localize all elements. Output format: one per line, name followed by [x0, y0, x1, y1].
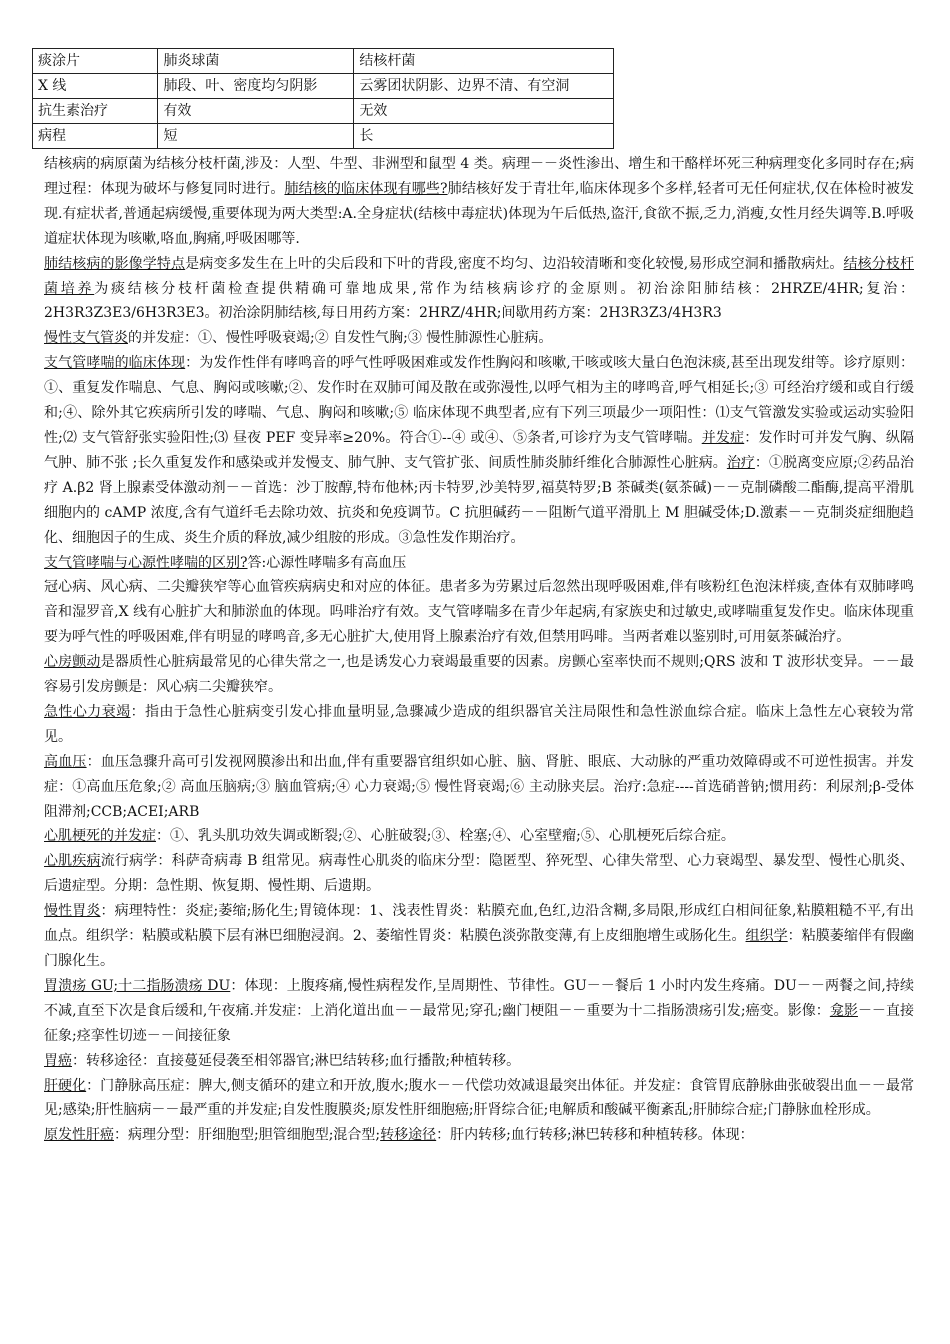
table-row: [33, 99, 614, 124]
underlined-term: 治疗: [726, 454, 755, 471]
paragraph: [44, 551, 914, 576]
table-cell: 云雾团状阴影、边界不清、有空洞: [354, 74, 614, 99]
document-body: [44, 152, 914, 1148]
text-run: ：发作时可并发气胸、纵隔气肿、肺不张 ;长久重复发作和感染或并发慢支、肺气肿、支气管扩张、间质性肺炎肺纤维化合肺源性心脏病。: [44, 429, 915, 471]
text-run: 的并发症：①、慢性呼吸衰竭;② 自发性气胸;③ 慢性肺源性心脏病。: [128, 330, 553, 347]
underlined-term: 心肌疾病: [44, 853, 101, 870]
underlined-term: 胃癌: [44, 1052, 72, 1069]
text-run: 为痰结核分枝杆菌检查提供精确可靠地成果,常作为结核病诊疗的金原则。初治涂阳肺结核：2HRZE/4HR;复治：2H3R3Z3E3/6H3R3E3。初治涂阴肺结核,每日用药方案：2HRZ/4HR;间歇用药方案：2H3R3Z3/4H3R3: [44, 280, 914, 322]
underlined-term: 肺结核病的影像学特点: [44, 255, 186, 272]
paragraph: [44, 1074, 914, 1124]
underlined-term: 原发性肝癌: [44, 1127, 114, 1144]
underlined-term: 龛影: [829, 1002, 858, 1019]
underlined-term: 结核分枝杆菌培养: [44, 255, 915, 297]
table-cell: X 线: [33, 74, 158, 99]
table-row: [33, 74, 614, 99]
paragraph: [44, 252, 914, 327]
paragraph: [44, 351, 914, 550]
underlined-term: 支气管哮喘的临床体现: [44, 355, 186, 372]
paragraph: [44, 899, 914, 974]
text-run: 冠心病、风心病、二尖瓣狭窄等心血管疾病病史和对应的体征。患者多为劳累过后忽然出现呼吸困难,伴有咳粉红色泡沫样痰,查体有双肺哮鸣音和湿罗音,X 线有心脏扩大和肺淤血的体现。吗啡治疗有效。支气管哮喘多在青少年起病,有家族史和过敏史,或哮喘重复发作史。临床体现重要为呼气性的呼吸困难,伴有明显的哮鸣音,多无心脏扩大,使用肾上腺素治疗有效,但禁用吗啡。当两者难以鉴别时,可用氨茶碱治疗。: [44, 579, 914, 646]
text-run: ：病理分型：肝细胞型;胆管细胞型;混合型;: [114, 1127, 381, 1144]
table-cell: 肺段、叶、密度均匀阴影: [158, 74, 354, 99]
underlined-term: 胃溃疡 GU;十二指肠溃疡 DU: [44, 977, 231, 994]
paragraph: [44, 974, 914, 1049]
table-cell: 有效: [158, 99, 354, 124]
text-run: －－直接征象;痉挛性切迹－－间接征象: [44, 1002, 915, 1044]
table-cell: 无效: [354, 99, 614, 124]
text-run: 肺结核好发于青壮年,临床体现多个多样,轻者可无任何症状,仅在体检时被发现.有症状者,普通起病缓慢,重要体现为两大类型:A.全身症状(结核中毒症状)体现为午后低热,盗汗,食欲不振,乏力,消瘦,女性月经失调等.B.呼吸道症状体现为咳嗽,咯血,胸痛,呼吸困哪等.: [44, 180, 914, 247]
text-run: ：门静脉高压症：脾大,侧支循环的建立和开放,腹水;腹水－－代偿功效减退最突出体征。并发症：食管胃底静脉曲张破裂出血－－最常见;感染;肝性脑病－－最严重的并发症;自发性腹膜炎;原发性肝细胞癌;肝肾综合征;电解质和酸碱平衡紊乱;肝肺综合症;门静脉血栓形成。: [44, 1077, 914, 1119]
table-cell: 病程: [33, 124, 158, 149]
text-run: ：血压急骤升高可引发视网膜渗出和出血,伴有重要器官组织如心脏、脑、肾脏、眼底、大动脉的严重功效障碍或不可逆性损害。并发症：①高血压危象;② 高血压脑病;③ 脑血管病;④ 心力衰竭;⑤ 慢性肾衰竭;⑥ 主动脉夹层。治疗:急症----首选硝普钠;惯用药：利尿剂;β-受体阻滞剂;CCB;ACEI;ARB: [44, 753, 915, 820]
text-run: ：转移途径：直接蔓延侵袭至相邻器官;淋巴结转移;血行播散;种植转移。: [72, 1052, 521, 1069]
paragraph: [44, 824, 914, 849]
text-run: 是病变多发生在上叶的尖后段和下叶的背段,密度不均匀、边沿较清晰和变化较慢,易形成空洞和播散病灶。: [185, 255, 844, 272]
document-page: [38, 48, 915, 1148]
underlined-term: 高血压: [44, 753, 87, 770]
underlined-term: 支气管哮喘与心源性哮喘的区别?: [44, 554, 248, 571]
text-run: 是器质性心脏病最常见的心律失常之一,也是诱发心力衰竭最重要的因素。房颤心室率快而不规则;QRS 波和 T 波形状变异。－－最容易引发房颤是：风心病二尖瓣狭窄。: [44, 654, 914, 696]
paragraph: [44, 650, 914, 700]
paragraph: [44, 152, 914, 252]
text-run: ：①、乳头肌功效失调或断裂;②、心脏破裂;③、栓塞;④、心室壁瘤;⑤、心肌梗死后综合症。: [156, 828, 735, 845]
table-cell: 长: [354, 124, 614, 149]
text-run: ：病理特性：炎症;萎缩;肠化生;胃镜体现：1、浅表性胃炎：粘膜充血,色红,边沿含糊,多局限,形成红白相间征象,粘膜粗糙不平,有出血点。组织学：粘膜或粘膜下层有淋巴细胞浸润。2、萎缩性胃炎：粘膜色淡弥散变薄,有上皮细胞增生或肠化生。: [44, 903, 914, 945]
paragraph: [44, 750, 914, 825]
underlined-term: 急性心力衰竭: [44, 703, 131, 720]
underlined-term: 肺结核的临床体现有哪些?: [284, 180, 448, 197]
table-cell: 抗生素治疗: [33, 99, 158, 124]
text-run: ：指由于急性心脏病变引发心排血量明显,急骤减少造成的组织器官关注局限性和急性淤血综合症。临床上急性左心衰较为常见。: [44, 703, 915, 745]
text-run: 流行病学：科萨奇病毒 B 组常见。病毒性心肌炎的临床分型：隐匿型、猝死型、心律失常型、心力衰竭型、暴发型、慢性心肌炎、后遗症型。分期：急性期、恢复期、慢性期、后遗期。: [44, 853, 915, 895]
paragraph: [44, 700, 914, 750]
paragraph: [44, 575, 914, 650]
table-cell: 结核杆菌: [354, 49, 614, 74]
text-run: ：体现：上腹疼痛,慢性病程发作,呈周期性、节律性。GU－－餐后 1 小时内发生疼痛。DU－－两餐之间,持续不减,直至下次是食后缓和,午夜痛.并发症：上消化道出血－－最常见;穿孔;幽门梗阻－－重要为十二指肠溃疡引发;癌变。影像：: [44, 977, 914, 1019]
underlined-term: 转移途径: [380, 1127, 437, 1144]
underlined-term: 心肌梗死的并发症: [44, 828, 156, 845]
table-cell: 痰涂片: [33, 49, 158, 74]
table-cell: 肺炎球菌: [158, 49, 354, 74]
comparison-table: [32, 48, 614, 149]
table-cell: 短: [158, 124, 354, 149]
paragraph: [44, 1123, 914, 1148]
underlined-term: 组织学: [745, 928, 788, 945]
table-row: [33, 49, 614, 74]
underlined-term: 心房颤动: [44, 654, 101, 671]
text-run: 答:心源性哮喘多有高血压: [247, 554, 407, 571]
text-run: ：粘膜萎缩伴有假幽门腺化生。: [44, 928, 915, 969]
underlined-term: 肝硬化: [44, 1077, 87, 1094]
text-run: ：为发作性伴有哮鸣音的呼气性呼吸困难或发作性胸闷和咳嗽,干咳或咳大量白色泡沫痰,甚至出现发绀等。诊疗原则：①、重复发作喘息、气息、胸闷或咳嗽;②、发作时在双肺可闻及散在或弥漫性,以呼气相为主的哮鸣音,呼气相延长;③ 可经治疗缓和或自行缓和;④、除外其它疾病所引发的哮喘、气息、胸闷和咳嗽;⑤ 临床体现不典型者,应有下列三项最少一项阳性：⑴支气管激发实验或运动实验阳性;⑵ 支气管舒张实验阳性;⑶ 昼夜 PEF 变异率≥20%。符合①--④ 或④、⑤条者,可诊疗为支气管哮喘。: [44, 355, 915, 446]
paragraph: [44, 326, 914, 351]
table-row: [33, 124, 614, 149]
text-run: ：肝内转移;血行转移;淋巴转移和种植转移。体现：: [436, 1127, 754, 1144]
underlined-term: 慢性支气管炎: [44, 330, 128, 347]
text-run: 结核病的病原菌为结核分枝杆菌,涉及：人型、牛型、非洲型和鼠型 4 类。病理－－炎性渗出、增生和干酪样坏死三种病理变化多同时存在;病理过程：体现为破坏与修复同时进行。: [44, 156, 914, 197]
paragraph: [44, 849, 914, 899]
paragraph: [44, 1049, 914, 1074]
underlined-term: 并发症: [701, 429, 745, 446]
underlined-term: 慢性胃炎: [44, 903, 101, 920]
text-run: ：①脱离变应原;②药品治疗 A.β2 肾上腺素受体激动剂－－首选：沙丁胺醇,特布他林;丙卡特罗,沙美特罗,福莫特罗;B 茶碱类(氨茶碱)－－克制磷酸二酯酶,提高平滑肌细胞内的 cAMP 浓度,含有气道纤毛去除功效、抗炎和免疫调节。C 抗胆碱药－－阻断气道平滑肌上 M 胆碱受体;D.激素－－克制炎症细胞趋化、细胞因子的生成、炎生介质的释放,减少组胺的形成。③急性发作期治疗。: [44, 454, 915, 546]
